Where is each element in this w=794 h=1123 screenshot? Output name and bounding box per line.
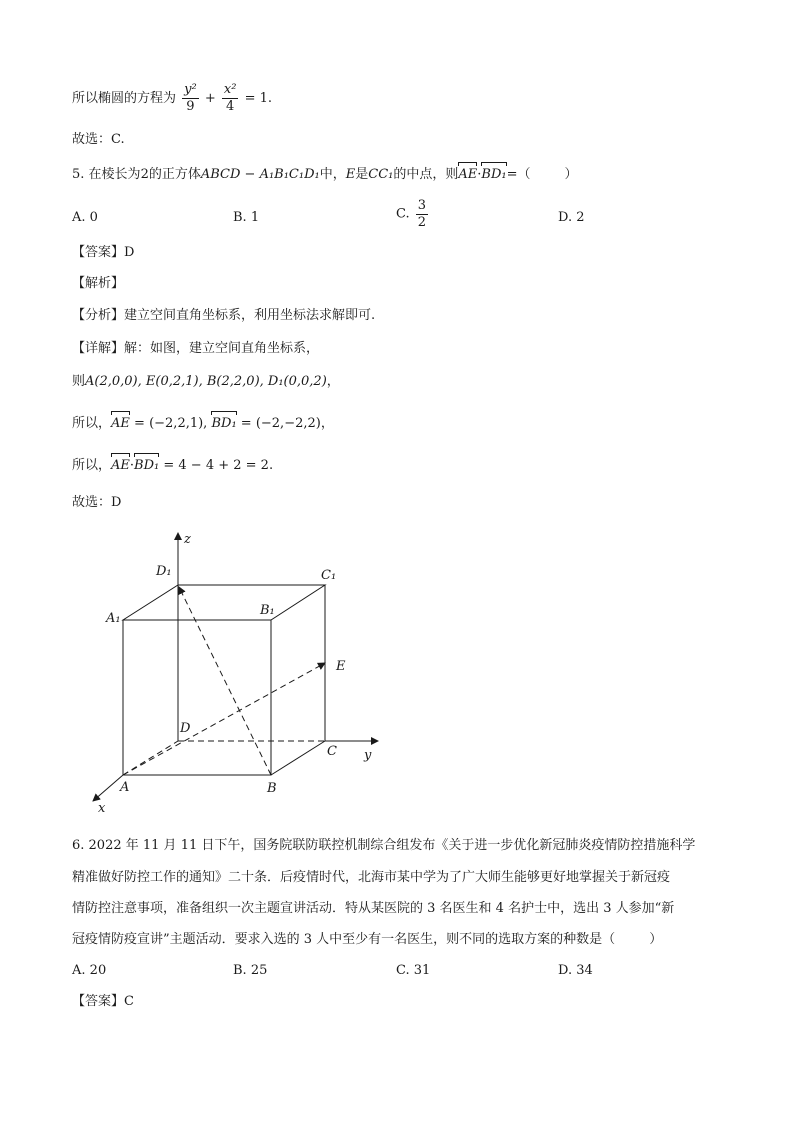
dot-product-line	[72, 456, 273, 476]
coordinates: A(2,0,0), E(0,2,1), B(2,2,0), D₁(0,0,2)	[85, 374, 327, 389]
option-value: 2	[576, 210, 585, 225]
label-d1: D₁	[156, 564, 172, 579]
label-z: z	[184, 532, 191, 547]
option-letter: A.	[72, 963, 86, 978]
ellipse-equation-line	[72, 82, 272, 115]
answer-tag: 【答案】	[72, 994, 125, 1009]
vector-ae: AE	[111, 456, 130, 476]
q5-answer-line	[72, 243, 134, 263]
option-letter: A.	[72, 210, 86, 225]
coordinates-line	[72, 372, 340, 392]
vector-bd1: BD₁	[211, 414, 236, 434]
option-letter: D.	[558, 963, 573, 978]
option-value: 0	[89, 210, 98, 225]
xiangjie-text: 解：如图，建立空间直角坐标系，	[124, 341, 320, 356]
q6-option-c	[396, 961, 430, 981]
q5-number: 5.	[72, 167, 85, 182]
q6-option-a	[72, 961, 106, 981]
option-letter: B.	[233, 210, 247, 225]
label-c1: C₁	[321, 568, 337, 583]
point-e: E	[345, 167, 356, 182]
q5-option-b	[233, 208, 259, 228]
plus-sign: +	[204, 91, 216, 106]
dot-operator: ·	[477, 167, 482, 182]
answer-value: C	[124, 994, 134, 1009]
vectors-prefix: 所以，	[72, 416, 112, 431]
label-a: A	[120, 780, 130, 795]
vector-ae-value: = (−2,2,1),	[134, 416, 208, 431]
label-y: y	[364, 748, 372, 763]
vector-bd1: BD₁	[134, 456, 159, 476]
q5-stem-text: ）	[564, 167, 578, 182]
label-a1: A₁	[106, 611, 121, 626]
ellipse-prefix: 所以椭圆的方程为	[72, 91, 177, 106]
q6-option-d	[558, 961, 593, 981]
cube-name: ABCD − A₁B₁C₁D₁	[200, 167, 320, 182]
equals-one: = 1.	[244, 91, 273, 106]
frac-denominator: 4	[226, 99, 235, 114]
vector-ae: AE	[111, 414, 130, 434]
top-face	[123, 585, 325, 620]
q6-paren-close: ）	[649, 932, 663, 947]
coords-suffix: ，	[326, 374, 340, 389]
q6-line-1: 6. 2022 年 11 月 11 日下午，国务院联防联控机制综合组发布《关于进一步优化新冠肺炎疫情防控措施科学	[72, 838, 696, 853]
label-b: B	[267, 781, 277, 796]
q5-stem-text: 的中点，则	[393, 167, 459, 182]
xiangjie-tag: 【详解】	[72, 341, 125, 356]
option-letter: C.	[396, 963, 410, 978]
option-value: 25	[250, 963, 268, 978]
q5-option-a	[72, 208, 98, 228]
frac-denominator: 9	[186, 99, 195, 114]
q5-stem	[72, 165, 578, 185]
q5-option-d	[558, 208, 585, 228]
option-value: 1	[250, 210, 260, 225]
vector-ae: AE	[458, 165, 477, 185]
prev-answer-line: 故选：C.	[72, 132, 125, 147]
fraction-x2-over-4	[222, 82, 239, 115]
q5-stem-text: 在棱长为	[88, 167, 141, 182]
dot-suffix: .	[268, 458, 274, 473]
vector-ae-arrow	[123, 663, 325, 775]
frac-numerator: x²	[223, 82, 237, 97]
front-face	[123, 620, 271, 775]
option-letter: C.	[396, 206, 410, 222]
final-answer-line: 故选：D	[72, 495, 122, 510]
option-value: 31	[413, 963, 431, 978]
dot-prefix: 所以，	[72, 458, 112, 473]
answer-value: D	[124, 245, 135, 260]
option-fraction	[416, 198, 428, 231]
x-axis	[93, 775, 123, 801]
xiangjie-line	[72, 339, 319, 359]
answer-tag: 【答案】	[72, 245, 125, 260]
q5-stem-text: 是	[355, 167, 369, 182]
vector-bd1-arrow	[179, 587, 271, 775]
fenxi-line	[72, 306, 375, 326]
label-d: D	[180, 721, 191, 736]
q6-line-3: 情防控注意事项，准备组织一次主题宣讲活动．特从某医院的 3 名医生和 4 名护士中，选出 3 人参加“新	[72, 901, 675, 916]
q5-stem-text: =（	[506, 167, 531, 182]
dot-product-value: = 4 − 4 + 2 = 2	[163, 458, 269, 473]
hidden-edge-ad	[123, 741, 178, 775]
cube-figure	[80, 525, 400, 815]
vectors-line	[72, 414, 334, 434]
vector-bd1: BD₁	[481, 165, 506, 185]
q6-answer-line	[72, 992, 134, 1012]
q6-line-4	[72, 930, 662, 950]
option-letter: D.	[558, 210, 573, 225]
dot-operator: ·	[129, 458, 135, 473]
q6-line-2: 精准做好防控工作的通知》二十条．后疫情时代，北海市某中学为了广大师生能够更好地掌握关于新冠疫	[72, 870, 671, 885]
vectors-suffix: ，	[320, 416, 334, 431]
label-c: C	[327, 744, 337, 759]
coords-prefix: 则	[72, 374, 86, 389]
option-value: 34	[576, 963, 593, 978]
option-letter: B.	[233, 963, 247, 978]
label-x: x	[98, 801, 106, 815]
q6-option-b	[233, 961, 267, 981]
fraction-y2-over-9	[182, 82, 199, 115]
frac-numerator: y²	[184, 82, 197, 97]
label-e: E	[336, 659, 346, 674]
edge-length: 2	[140, 167, 149, 182]
frac-numerator: 3	[417, 198, 427, 213]
q6-line-4-text: 冠疫情防疫宣讲”主题活动．要求入选的 3 人中至少有一名医生，则不同的选取方案的种数是（	[72, 932, 616, 947]
q5-option-c	[396, 198, 430, 231]
fenxi-text: 建立空间直角坐标系，利用坐标法求解即可.	[124, 308, 376, 323]
fenxi-tag: 【分析】	[72, 308, 125, 323]
edge-cc1: CC₁	[368, 167, 394, 182]
vector-bd1-value: = (−2,−2,2)	[240, 416, 321, 431]
frac-denominator: 2	[417, 215, 427, 230]
edge-bc	[271, 741, 325, 775]
q5-stem-text: 的正方体	[148, 167, 201, 182]
option-value: 20	[89, 963, 107, 978]
analysis-tag: 【解析】	[72, 276, 125, 291]
q5-stem-text: 中，	[319, 167, 346, 182]
label-b1: B₁	[260, 603, 275, 618]
